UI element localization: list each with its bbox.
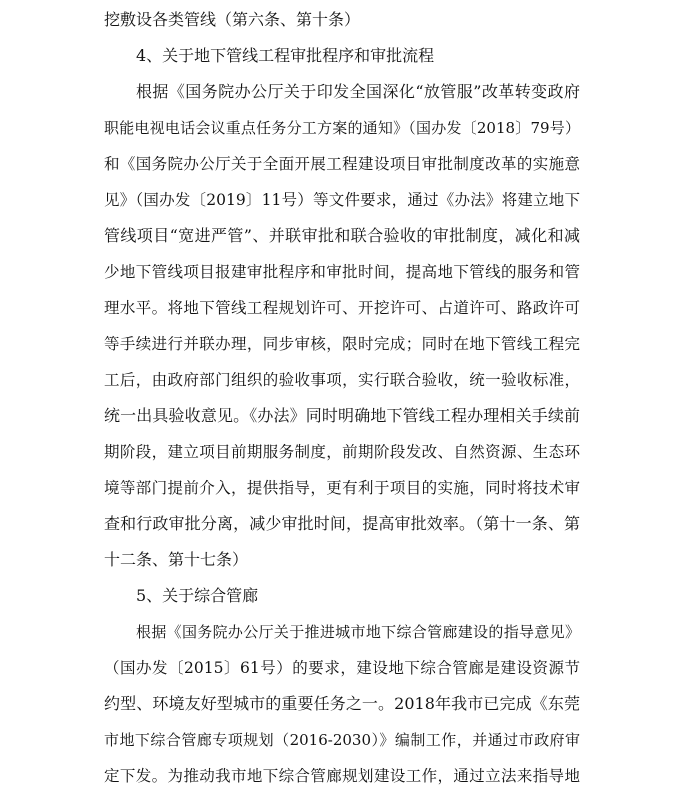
paragraph-line: （国办发〔2015〕61号）的要求，建设地下综合管廊是建设资源节: [104, 659, 580, 677]
paragraph-line: 市地下综合管廊专项规划（2016-2030）》编制工作，并通过市政府审: [104, 731, 580, 749]
paragraph-line: 境等部门提前介入，提供指导，更有利于项目的实施，同时将技术审: [104, 479, 580, 497]
paragraph-line: 工后，由政府部门组织的验收事项，实行联合验收，统一验收标准，: [104, 371, 580, 389]
paragraph-line: 和《国务院办公厅关于全面开展工程建设项目审批制度改革的实施意: [104, 155, 580, 173]
section-heading: 4、关于地下管线工程审批程序和审批流程: [136, 46, 435, 65]
paragraph-line: 查和行政审批分离，减少审批时间，提高审批效率。（第十一条、第: [104, 514, 580, 533]
paragraph-line: 等手续进行并联办理，同步审核，限时完成；同时在地下管线工程完: [104, 335, 580, 353]
paragraph-line: 见》（国办发〔2019〕11号）等文件要求，通过《办法》将建立地下: [104, 191, 580, 209]
paragraph-line: 职能电视电话会议重点任务分工方案的通知》（国办发〔2018〕79号）: [104, 119, 580, 137]
paragraph-line: 十二条、第十七条）: [104, 550, 249, 569]
paragraph-line: 定下发。为推动我市地下综合管廊规划建设工作，通过立法来指导地: [104, 767, 580, 785]
paragraph-line: 根据《国务院办公厅关于印发全国深化“放管服”改革转变政府: [136, 82, 580, 101]
paragraph-line: 根据《国务院办公厅关于推进城市地下综合管廊建设的指导意见》: [136, 623, 580, 641]
paragraph-line: 统一出具验收意见。《办法》同时明确地下管线工程办理相关手续前: [104, 406, 580, 425]
paragraph-line: 挖敷设各类管线（第六条、第十条）: [104, 10, 361, 29]
paragraph-line: 少地下管线项目报建审批程序和审批时间，提高地下管线的服务和管: [104, 263, 580, 281]
paragraph-line: 管线项目“宽进严管”、并联审批和联合验收的审批制度，减化和减: [104, 226, 580, 245]
paragraph-line: 期阶段，建立项目前期服务制度，前期阶段发改、自然资源、生态环: [104, 443, 580, 461]
paragraph-line: 约型、环境友好型城市的重要任务之一。2018年我市已完成《东莞: [104, 694, 580, 713]
paragraph-line: 理水平。将地下管线工程规划许可、开挖许可、占道许可、路政许可: [104, 299, 580, 317]
section-heading: 5、关于综合管廊: [136, 586, 259, 605]
